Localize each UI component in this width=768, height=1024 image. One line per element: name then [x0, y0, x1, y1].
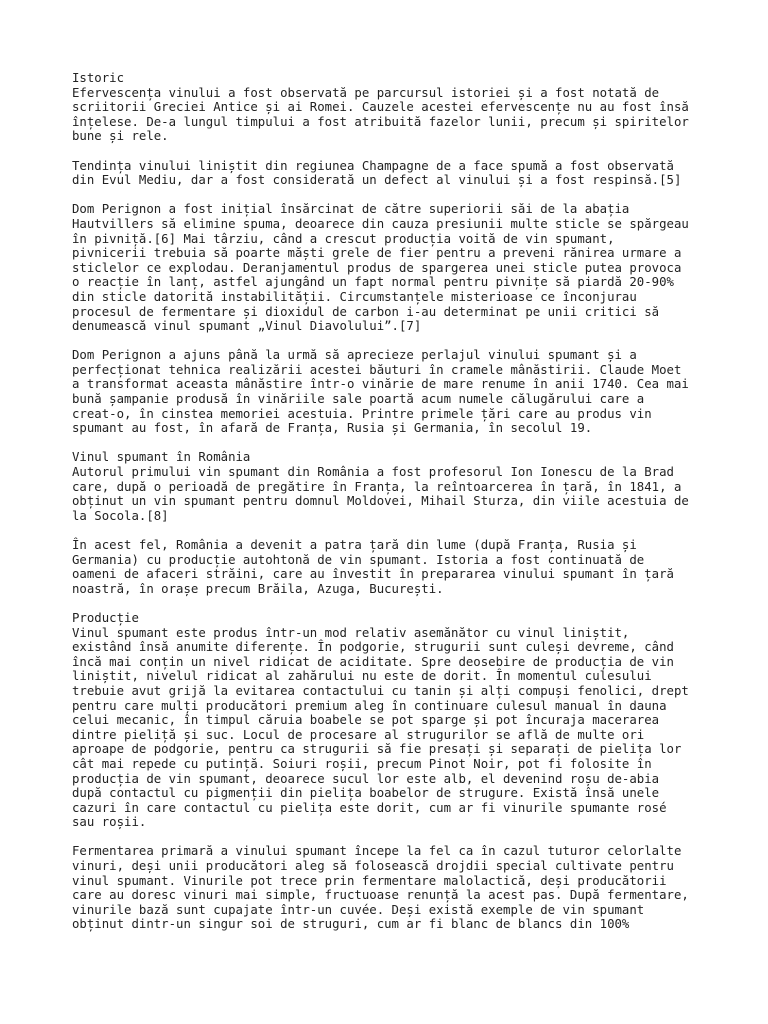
paragraph	[72, 348, 704, 436]
text-line: aproape de podgorie, pentru ca strugurii să fie presați și separați de pielița lor	[72, 742, 682, 757]
paragraph-spacer	[72, 830, 704, 845]
text-line: noastră, în orașe precum Brăila, Azuga, București.	[72, 581, 444, 596]
text-line: Hautvillers să elimine spuma, deoarece din cauza presiunii multe sticle se spărgeau	[72, 216, 689, 231]
text-line: înțelese. De-a lungul timpului a fost atribuită fazelor lunii, precum și spiritelor	[72, 114, 689, 129]
text-line: din sticle datorită instabilității. Circumstanțele misterioase ce înconjurau	[72, 289, 637, 304]
text-line: scriitorii Greciei Antice și ai Romei. Cauzele acestei efervescențe nu au fost însă	[72, 100, 689, 115]
text-line: pivnicerii trebuia să poarte măști grele de fier pentru a preveni rănirea urmare a	[72, 246, 682, 261]
text-line: oameni de afaceri străini, care au învestit în prepararea vinului spumant în țară	[72, 567, 674, 582]
text-line: Efervescența vinului a fost observată pe parcursul istoriei și a fost notată de	[72, 85, 660, 100]
paragraph-spacer	[72, 436, 704, 451]
section-heading	[72, 450, 704, 465]
text-line: denumească vinul spumant „Vinul Diavolului”.[7]	[72, 319, 422, 334]
text-line: dintre pieliță și suc. Locul de procesare al strugurilor se află de multe ori	[72, 727, 645, 742]
text-line: spumant au fost, în afară de Franța, Rusia și Germania, în secolul 19.	[72, 421, 593, 436]
heading-text: Producție	[72, 610, 139, 625]
text-line: pentru care mulți producători premium aleg în continuare culesul manual în dauna	[72, 698, 667, 713]
text-line: Autorul primului vin spumant din România a fost profesorul Ion Ionescu de la Brad	[72, 465, 674, 480]
paragraph	[72, 538, 704, 596]
text-line: din Evul Mediu, dar a fost considerată un defect al vinului și a fost respinsă.[5]	[72, 173, 682, 188]
text-line: care au doresc vinuri mai simple, fructuoase renunță la acest pas. După fermentare,	[72, 888, 689, 903]
text-line: existând însă anumite diferențe. În podgorie, strugurii sunt culeși devreme, când	[72, 640, 674, 655]
heading-text: Istoric	[72, 71, 125, 85]
text-line: bune și rele.	[72, 129, 169, 144]
text-line: bună șampanie produsă în vinăriile sale poartă acum numele călugărului care a	[72, 392, 645, 407]
paragraph	[72, 465, 704, 523]
text-line: În acest fel, România a devenit a patra țară din lume (după Franța, Rusia și	[72, 538, 637, 552]
document-body	[72, 71, 704, 932]
text-line: perfecționat tehnica realizării acestei băuturi în cramele mânăstirii. Claude Moet	[72, 362, 682, 377]
text-line: la Socola.[8]	[72, 508, 169, 523]
text-line: după contactul cu pigmenții din pielița boabelor de strugure. Există însă unele	[72, 786, 660, 801]
text-line: procesul de fermentare și dioxidul de carbon i-au determinat pe unii critici să	[72, 304, 660, 319]
paragraph-spacer	[72, 523, 704, 538]
text-line: încă mai conțin un nivel ridicat de aciditate. Spre deosebire de producția de vin	[72, 654, 674, 669]
paragraph-spacer	[72, 144, 704, 159]
paragraph-spacer	[72, 334, 704, 349]
text-line: vinuri, deși unii producători aleg să folosească drojdii special cultivate pentru	[72, 859, 674, 874]
paragraph	[72, 202, 704, 333]
text-line: liniștit, nivelul ridicat al zahărului nu este de dorit. În momentul culesului	[72, 669, 652, 684]
section-heading	[72, 611, 704, 626]
paragraph	[72, 844, 704, 932]
paragraph-spacer	[72, 188, 704, 203]
paragraph	[72, 626, 704, 830]
text-line: vinul spumant. Vinurile pot trece prin fermentare malolactică, deși producătorii	[72, 873, 667, 888]
text-line: a transformat aceasta mânăstire într-o vinărie de mare renume în anii 1740. Cea mai	[72, 377, 689, 392]
text-line: producția de vin spumant, deoarece sucul lor este alb, el devenind roșu de-abia	[72, 771, 660, 786]
text-line: Vinul spumant este produs într-un mod relativ asemănător cu vinul liniștit,	[72, 625, 630, 640]
text-line: sau roșii.	[72, 815, 147, 830]
text-line: cât mai repede cu putință. Soiuri roșii, precum Pinot Noir, pot fi folosite în	[72, 756, 652, 771]
paragraph-spacer	[72, 596, 704, 611]
text-line: celui mecanic, în timpul căruia boabele se pot sparge și pot încuraja macerarea	[72, 713, 660, 728]
text-line: o reacție în lanț, astfel ajungând un fapt normal pentru pivnițe să piardă 20-90%	[72, 275, 674, 290]
heading-text: Vinul spumant în România	[72, 450, 251, 465]
text-line: obținut un vin spumant pentru domnul Moldovei, Mihail Sturza, din viile acestuia de	[72, 494, 689, 509]
text-line: vinurile bază sunt cupajate într-un cuvée. Deși există exemple de vin spumant	[72, 902, 645, 917]
text-line: Tendința vinului liniștit din regiunea Champagne de a face spumă a fost observată	[72, 158, 674, 173]
text-line: în pivniță.[6] Mai târziu, când a crescut producția voită de vin spumant,	[72, 231, 615, 246]
text-line: sticlelor ce explodau. Deranjamentul produs de spargerea unei sticle putea provoca	[72, 260, 682, 275]
text-line: care, după o perioadă de pregătire în Franța, la reîntoarcerea în țară, în 1841, a	[72, 479, 682, 494]
text-line: Dom Perignon a ajuns până la urmă să aprecieze perlajul vinului spumant și a	[72, 348, 637, 363]
text-line: obținut dintr-un singur soi de struguri, cum ar fi blanc de blancs din 100%	[72, 917, 630, 932]
text-line: Fermentarea primară a vinului spumant începe la fel ca în cazul tuturor celorlalte	[72, 844, 682, 859]
section-heading	[72, 71, 704, 86]
text-line: trebuie avut grijă la evitarea contactului cu tanin și alți compuși fenolici, drept	[72, 683, 689, 698]
text-line: creat-o, în cinstea memoriei acestuia. Printre primele țări care au produs vin	[72, 406, 652, 421]
paragraph	[72, 159, 704, 188]
text-line: Germania) cu producție autohtonă de vin spumant. Istoria a fost continuată de	[72, 552, 645, 567]
text-line: cazuri în care contactul cu pielița este dorit, cum ar fi vinurile spumante rosé	[72, 800, 667, 815]
text-line: Dom Perignon a fost inițial însărcinat de către superiorii săi de la abația	[72, 202, 630, 217]
paragraph	[72, 86, 704, 144]
